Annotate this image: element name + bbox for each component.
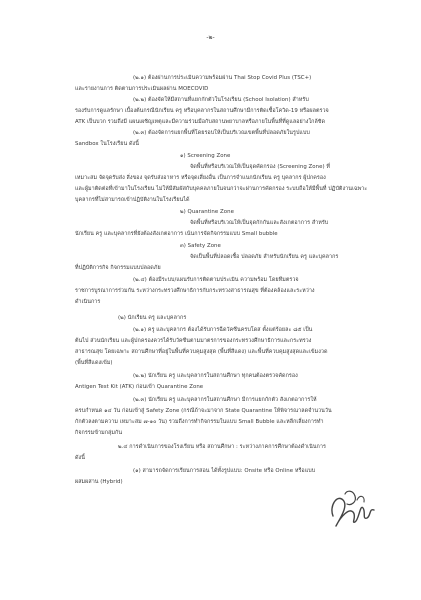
text-line: ดำเนินการ bbox=[75, 299, 101, 305]
text-line: จัดพื้นที่หรือบริเวณให้เป็นจุดคัดกรอง (Screening Zone) ที่ bbox=[190, 164, 330, 170]
text-line: กิจกรรมข้ามกลุ่มกัน bbox=[75, 430, 123, 436]
zone-heading: ๑) Screening Zone bbox=[180, 153, 231, 159]
text-line: (๒.๓) ต้องจัดการแยกพื้นที่โดยรอบให้เป็นบริเวณเขตพื้นที่ปลอดภัยในรูปแบบ bbox=[133, 130, 310, 136]
text-line: ดังนี้ bbox=[75, 455, 85, 461]
text-line: สาธารณสุข โดยเฉพาะ สถานศึกษาที่อยู่ในพื้นที่ควบคุมสูงสุด (พื้นที่สีแดง) และพื้นที่ควบคุมสูงสุดและเข้มงวด bbox=[75, 349, 328, 355]
text-line: เหมาะสม จัดจุดรับส่ง สิ่งของ จุดรับส่งอาหาร หรือจุดเสี่ยงอื่น เป็นการจำแนกนักเรียน ครู บุคลากร ผู้ปกครอง bbox=[75, 175, 326, 181]
text-line: จัดเป็นพื้นที่ปลอดเชื้อ ปลอดภัย สำหรับนักเรียน ครู และบุคลากร bbox=[190, 254, 339, 260]
text-line: ที่ปฏิบัติการกิจ กิจกรรมแบบปลอดภัย bbox=[75, 265, 161, 271]
text-line: (๑) สามารถจัดการเรียนการสอน ได้ทั้งรูปแบบ: Onsite หรือ Online หรือแบบ bbox=[133, 468, 316, 474]
text-line: Antigen Test Kit (ATK) ก่อนเข้า Quarantine Zone bbox=[75, 384, 204, 390]
text-line: (๒.๑) ต้องผ่านการประเมินความพร้อมผ่าน Thai Stop Covid Plus (TSC+) bbox=[133, 75, 312, 81]
text-line: (๒.๒) ต้องจัดให้มีสถานที่แยกกักตัวในโรงเรียน (School Isolation) สำหรับ bbox=[133, 97, 309, 103]
text-line: และรายงานการ ติดตามการประเมินผลผ่าน MOECOVID bbox=[75, 86, 209, 92]
text-line: ผสมผสาน (Hybrid) bbox=[75, 479, 123, 485]
text-line: (พื้นที่สีแดงเข้ม) bbox=[75, 360, 113, 366]
zone-heading: ๓) Safety Zone bbox=[180, 243, 221, 249]
text-line: บุคลากรที่ไม่สามารถเข้าปฏิบัติงานในโรงเรียนได้ bbox=[75, 197, 190, 203]
text-line: (๒.๓) นักเรียน ครู และบุคลากรในสถานศึกษา มีการแยกกักตัว สังเกตอาการให้ bbox=[133, 397, 317, 403]
text-line: Sandbox ในโรงเรียน ดังนี้ bbox=[75, 141, 139, 147]
text-line: ครบกำหนด ๑๔ วัน ก่อนเข้าสู่ Safety Zone (กรณีถ้าจะมาจาก State Quarantine ให้พิจารณาลดจำนวนวัน bbox=[75, 408, 332, 414]
text-line: ATK เป็นบวก รวมถึงมี แผนเผชิญเหตุและมีความร่วมมือกับสถานพยาบาลหรือภายในพื้นที่ที่ดูแลอย่างใกล้ชิด bbox=[75, 119, 326, 125]
text-line: และผู้มาติดต่อที่เข้ามาในโรงเรียน ไม่ให้มีสัมผัสกับบุคคลภายในจนกว่าจะผ่านการคัดกรอง ระบบถือให้มีพื้นที่ ปฏิบัติงานเฉพาะ bbox=[75, 186, 368, 192]
text-line: (๒.๒) นักเรียน ครู และบุคลากรในสถานศึกษา ทุกคนต้องตรวจคัดกรอง bbox=[133, 373, 298, 379]
zone-heading: ๒) Quarantine Zone bbox=[180, 209, 234, 215]
text-line: รองรับการดูแลรักษา เบื้องต้นกรณีนักเรียน ครู หรือบุคลากรในสถานศึกษามีการติดเชื้อโควิด-19 หรือผลตรวจ bbox=[75, 108, 329, 114]
text-line: ราชการบูรณาการร่วมกัน ระหว่างกระทรวงศึกษาธิการกับกระทรวงสาธารณสุข ที่ต้องคล้องและระหว่าง bbox=[75, 288, 315, 294]
text-line: ต้นไป ส่วนนักเรียน และผู้ปกครองควรได้รับวัคซีนตามมาตรการของกระทรวงศึกษาธิการและกระทรวง bbox=[75, 338, 312, 344]
text-line: (๒.๑) ครู และบุคลากร ต้องได้รับการฉีดวัคซีนครบโดส ตั้งแต่ร้อยละ ๘๕ เป็น bbox=[133, 327, 313, 333]
section-heading: ๒.๔ การดำเนินการของโรงเรียน หรือ สถานศึกษา : ระหว่างภาคการศึกษาต้องดำเนินการ bbox=[118, 444, 326, 450]
text-line: กักตัวลงตามความ เหมาะสม ๗-๑๐ วัน) รวมถึงการทำกิจกรรมในแบบ Small Bubble และหลีกเลี่ยงการทำ bbox=[75, 419, 324, 425]
text-line: นักเรียน ครู และบุคลากรที่ยังต้องสังเกตอาการ เน้นการจัดกิจกรรมแบบ Small bubble bbox=[75, 231, 278, 237]
section-heading: (๒) นักเรียน ครู และบุคลากร bbox=[118, 315, 187, 321]
text-line: จัดพื้นที่หรือบริเวณให้เป็นจุดกักกันและสังเกตอาการ สำหรับ bbox=[190, 220, 329, 226]
page-number: -๒- bbox=[206, 34, 215, 41]
handwritten-signature bbox=[327, 486, 379, 532]
text-line: (๒.๔) ต้องมีระบบ/แผนรับการติดตามประเมิน ความพร้อม โดยทีมตรวจ bbox=[133, 277, 299, 283]
